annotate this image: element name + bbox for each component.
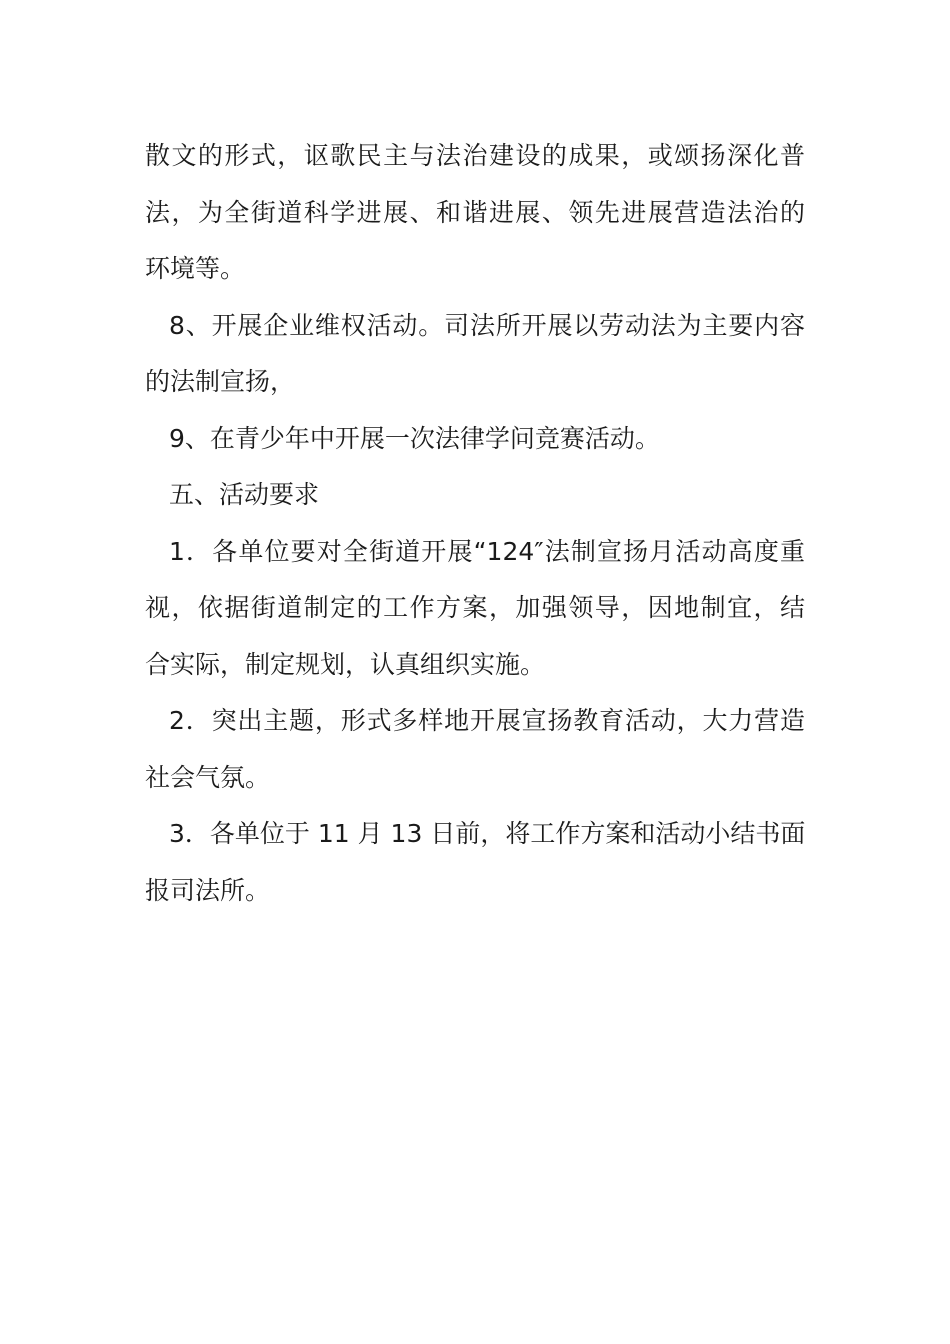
document-body — [145, 128, 805, 919]
text-line: 散文的形式，讴歌民主与法治建设的成果，或颂扬深化普 — [145, 141, 805, 170]
paragraph-item-8 — [145, 298, 805, 411]
paragraph-item-9 — [145, 411, 805, 468]
paragraph-requirement-2 — [145, 693, 805, 806]
text-line: 视，依据街道制定的工作方案，加强领导，因地制宜，结 — [145, 593, 805, 622]
paragraph-prose-continuation — [145, 128, 805, 298]
text-line: 报司法所。 — [145, 875, 271, 905]
text-line: 的法制宣扬， — [145, 367, 296, 396]
text-line: 法，为全街道科学进展、和谐进展、领先进展营造法治的 — [145, 197, 805, 227]
section-heading: 五、活动要求 — [169, 480, 320, 509]
text-line: 社会气氛。 — [145, 762, 271, 792]
paragraph-requirement-3 — [145, 806, 805, 919]
text-line: 8、开展企业维权活动。司法所开展以劳动法为主要内容 — [169, 310, 805, 340]
text-line: 合实际，制定规划，认真组织实施。 — [145, 649, 546, 679]
text-line: 3．各单位于 11 月 13 日前，将工作方案和活动小结书面 — [169, 819, 806, 848]
text-line: 2．突出主题，形式多样地开展宣扬教育活动，大力营造 — [169, 706, 805, 735]
text-line: 9、在青少年中开展一次法律学问竞赛活动。 — [169, 423, 660, 453]
paragraph-requirement-1 — [145, 524, 805, 694]
text-line: 1．各单位要对全街道开展“124″法制宣扬月活动高度重 — [169, 536, 805, 566]
section-heading-requirements — [145, 467, 805, 524]
text-line: 环境等。 — [145, 254, 246, 283]
